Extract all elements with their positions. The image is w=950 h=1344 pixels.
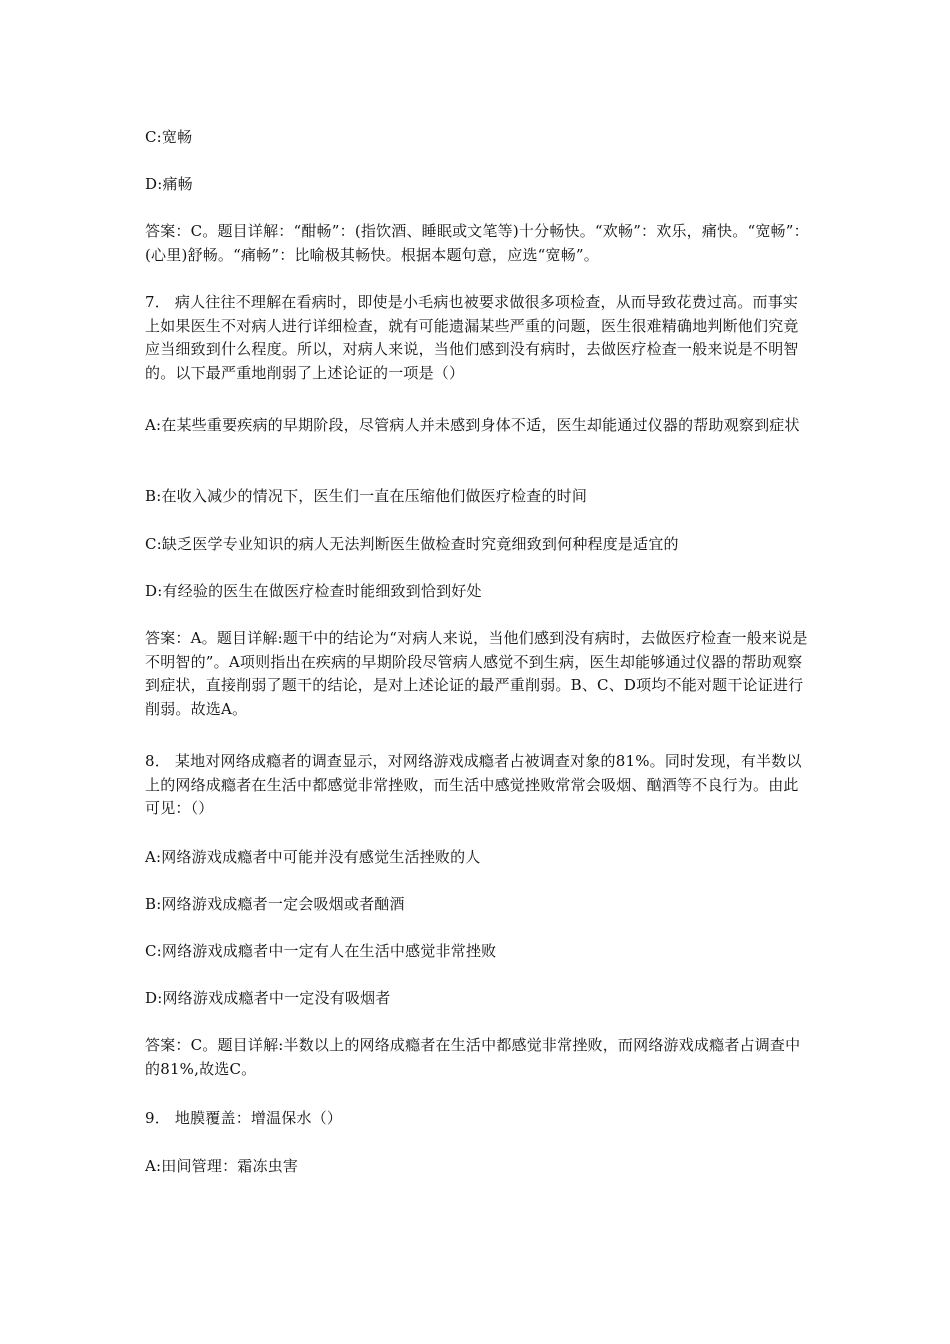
q7-option-b: B:在收入减少的情况下，医生们一直在压缩他们做医疗检查的时间 bbox=[145, 487, 588, 505]
q7-option-d: D:有经验的医生在做医疗检查时能细致到恰到好处 bbox=[145, 582, 482, 600]
q9-option-a: A:田间管理：霜冻虫害 bbox=[145, 1157, 299, 1175]
q7-answer: 答案：A。题目详解:题干中的结论为“对病人来说，当他们感到没有病时，去做医疗检查一般来说是不明智的”。A项则指出在疾病的早期阶段尽管病人感觉不到生病，医生却能够通过仪器的帮助观察到症状，直接削弱了题干的结论，是对上述论证的最严重削弱。B、C、D项均不能对题干论证进行削弱。故选A。 bbox=[145, 629, 808, 718]
q8-option-a: A:网络游戏成瘾者中可能并没有感觉生活挫败的人 bbox=[145, 848, 481, 866]
q6-option-c: C:宽畅 bbox=[145, 128, 193, 146]
q6-option-d: D:痛畅 bbox=[145, 175, 193, 193]
q8-stem: 8． 某地对网络成瘾者的调查显示，对网络游戏成瘾者占被调查对象的81%。同时发现，有半数以上的网络成瘾者在生活中都感觉非常挫败，而生活中感觉挫败常常会吸烟、酗酒等不良行为。由此可见：（） bbox=[145, 752, 802, 817]
q6-answer: 答案：C。题目详解：“酣畅”：(指饮酒、睡眠或文笔等)十分畅快。“欢畅”：欢乐，痛快。“宽畅”：(心里)舒畅。“痛畅”：比喻极其畅快。根据本题句意，应选“宽畅”。 bbox=[145, 222, 809, 264]
q7-option-c: C:缺乏医学专业知识的病人无法判断医生做检查时究竟细致到何种程度是适宜的 bbox=[145, 535, 679, 553]
q8-option-c: C:网络游戏成瘾者中一定有人在生活中感觉非常挫败 bbox=[145, 942, 497, 960]
q8-option-d: D:网络游戏成瘾者中一定没有吸烟者 bbox=[145, 989, 391, 1007]
q9-stem: 9． 地膜覆盖：增温保水（） bbox=[145, 1109, 343, 1127]
q8-option-b: B:网络游戏成瘾者一定会吸烟或者酗酒 bbox=[145, 895, 405, 913]
q7-stem: 7． 病人往往不理解在看病时，即使是小毛病也被要求做很多项检查，从而导致花费过高。而事实上如果医生不对病人进行详细检查，就有可能遗漏某些严重的问题，医生很难精确地判断他们究竟应当细致到什么程度。所以，对病人来说，当他们感到没有病时，去做医疗检查一般来说是不明智的。以下最严重地削弱了上述论证的一项是（） bbox=[145, 293, 799, 382]
q7-option-a: A:在某些重要疾病的早期阶段，尽管病人并未感到身体不适，医生却能通过仪器的帮助观察到症状 bbox=[145, 416, 800, 434]
q8-answer: 答案：C。题目详解:半数以上的网络成瘾者在生活中都感觉非常挫败，而网络游戏成瘾者占调查中的81%,故选C。 bbox=[145, 1036, 801, 1078]
